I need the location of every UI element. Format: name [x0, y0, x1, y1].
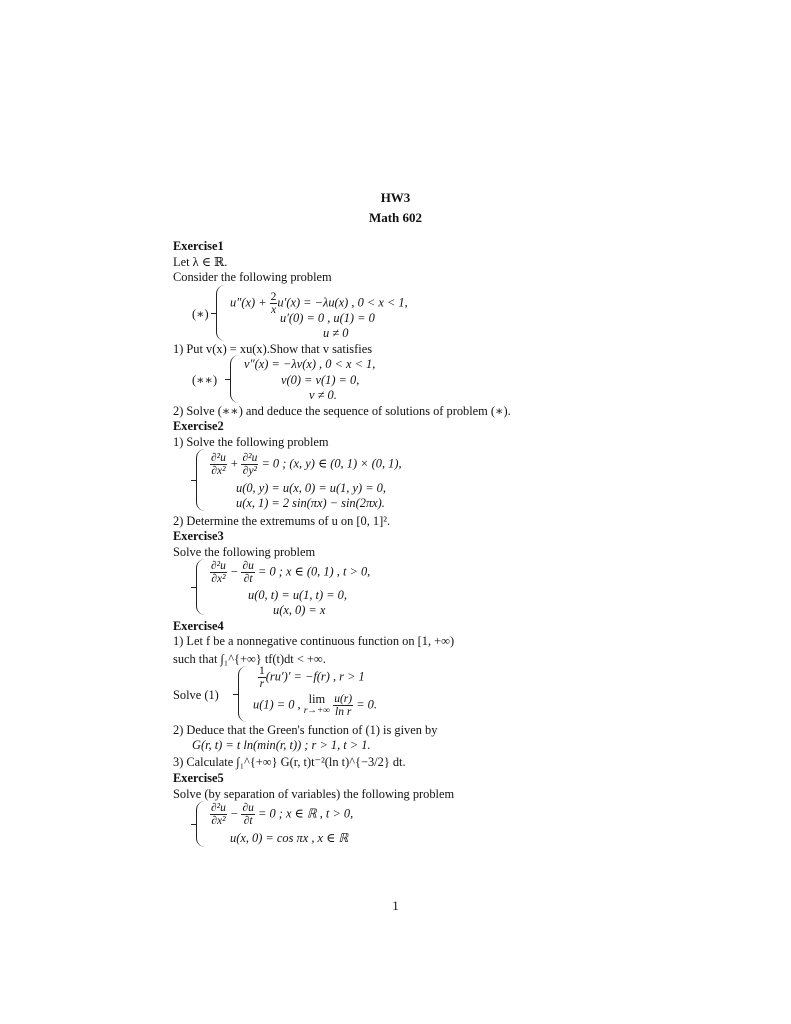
- exercise1-line: Let λ ∈ ℝ.: [173, 255, 228, 269]
- equation: u ≠ 0: [323, 326, 349, 340]
- system-brace: [230, 355, 239, 403]
- equation: v(0) = v(1) = 0,: [281, 373, 360, 387]
- exercise1-line: Consider the following problem: [173, 270, 332, 284]
- exercise4-line: 1) Let f be a nonnegative continuous function on [1, +∞): [173, 634, 455, 648]
- exercise2-part2: 2) Determine the extremums of u on [0, 1]².: [173, 514, 391, 528]
- system-brace: [216, 285, 225, 341]
- equation: v ≠ 0.: [309, 388, 337, 402]
- exercise1-part1: 1) Put v(x) = xu(x).Show that v satisfies: [173, 342, 373, 356]
- equation: u″(x) + $\frac{2}{x}$ u′(x) = −λu(x) , 0 < x < 1,: [230, 291, 408, 316]
- exercise3-heading: Exercise3: [173, 529, 224, 543]
- equation: $\frac{\text{∂²u}}{\text{∂x²}}$ − $\frac{\partial u}{\partial t}$ = 0 ; x ∈ (0, 1) , t > 0,: [211, 560, 371, 585]
- equation: u(x, 0) = x: [273, 603, 326, 617]
- equation: u(1) = 0 , lim r→+∞ $\frac{u(r)}{\text{ln r}}$ = 0.: [253, 692, 377, 718]
- equation: u(0, t) = u(1, t) = 0,: [248, 588, 347, 602]
- system-brace: [196, 559, 205, 615]
- exercise4-heading: Exercise4: [173, 619, 224, 633]
- exercise2-heading: Exercise2: [173, 419, 224, 433]
- equation: v″(x) = −λv(x) , 0 < x < 1,: [244, 357, 376, 371]
- system-brace: [196, 801, 205, 847]
- document-title: HW3: [380, 190, 411, 205]
- equation: u(x, 1) = 2 sin(πx) − sin(2πx).: [236, 496, 385, 510]
- exercise4-part2: 2) Deduce that the Green's function of (1) is given by: [173, 723, 438, 737]
- exercise5-heading: Exercise5: [173, 771, 224, 785]
- problem-label: (∗∗): [192, 373, 218, 387]
- system-brace: [238, 666, 247, 722]
- exercise3-intro: Solve the following problem: [173, 545, 316, 559]
- equation: $\frac{\text{∂²u}}{\text{∂x²}}$ + $\frac{\text{∂²u}}{\text{∂y²}}$ = 0 ; (x, y) ∈ (0, 1) × (0, 1),: [211, 452, 402, 477]
- solve-label: Solve (1): [173, 688, 219, 702]
- exercise1-part2: 2) Solve (∗∗) and deduce the sequence of solutions of problem (∗).: [173, 404, 511, 418]
- exercise4-line: such that ∫₁^{+∞} tf(t)dt < +∞.: [173, 652, 326, 666]
- equation: $\frac{\text{∂²u}}{\text{∂x²}}$ − $\frac{\partial u}{\partial t}$ = 0 ; x ∈ ℝ , t > 0,: [211, 802, 354, 827]
- equation: u′(0) = 0 , u(1) = 0: [280, 311, 375, 325]
- exercise2-intro: 1) Solve the following problem: [173, 435, 329, 449]
- green-function: G(r, t) = t ln(min(r, t)) ; r > 1, t > 1.: [192, 738, 371, 752]
- system-brace: [196, 449, 205, 511]
- exercise1-heading: Exercise1: [173, 239, 224, 253]
- equation: $\frac{1}{r}$ (ru′)′ = −f(r) , r > 1: [259, 665, 365, 690]
- page-number: 1: [392, 898, 399, 913]
- equation: u(0, y) = u(x, 0) = u(1, y) = 0,: [236, 481, 386, 495]
- course-name: Math 602: [368, 210, 423, 225]
- exercise4-part3: 3) Calculate ∫₁^{+∞} G(r, t)t⁻²(ln t)^{−3/2} dt.: [173, 755, 406, 769]
- equation: u(x, 0) = cos πx , x ∈ ℝ: [230, 831, 349, 845]
- problem-label: (∗): [192, 307, 209, 321]
- exercise5-intro: Solve (by separation of variables) the following problem: [173, 787, 455, 801]
